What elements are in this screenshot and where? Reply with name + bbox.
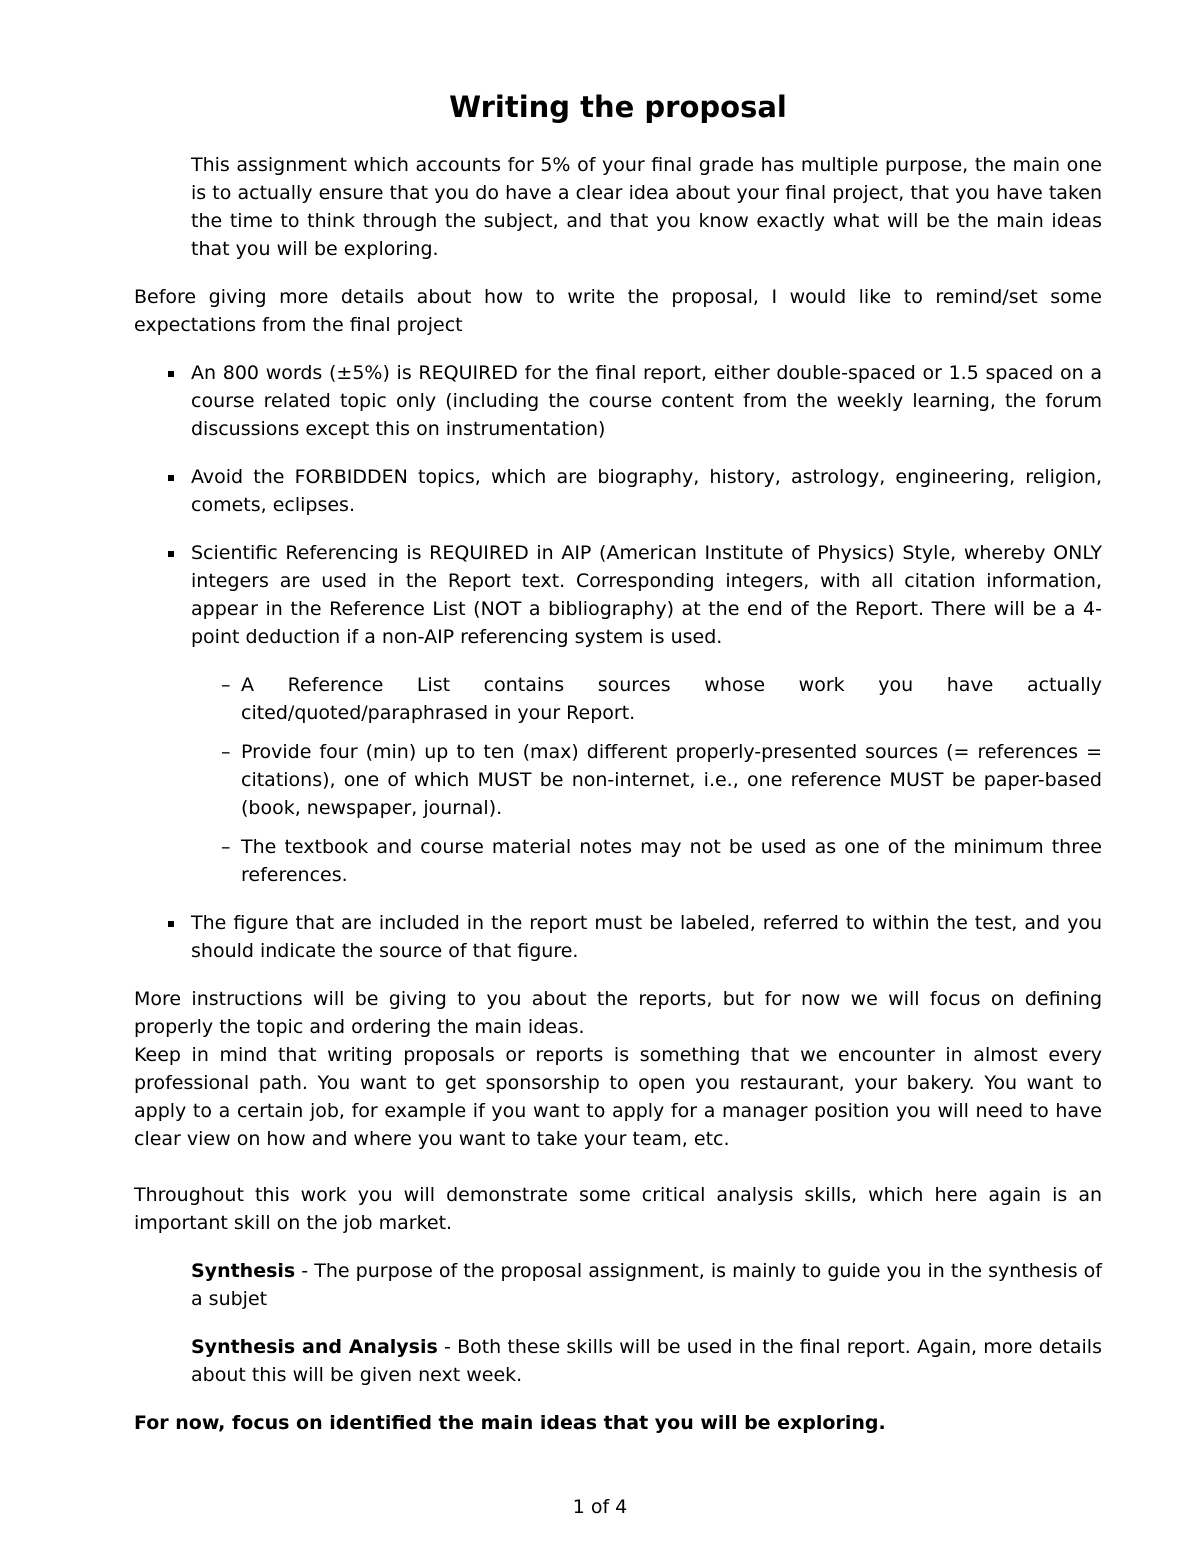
list-item-text: The figure that are included in the report must be labeled, referred to within the test, and you should indicate the source of that figure. <box>191 911 1102 962</box>
dash-icon: – <box>221 673 231 696</box>
bullet-icon <box>168 475 174 481</box>
list-item-text: An 800 words (±5%) is REQUIRED for the final report, either double-spaced or 1.5 spaced on a course related topic only (including the course content from the weekly learning, the forum discussions except this on instrumentation) <box>191 361 1102 440</box>
list-item <box>134 463 1102 519</box>
bullet-icon <box>168 551 174 557</box>
dash-icon: – <box>221 835 231 858</box>
analysis-definition <box>191 1333 1102 1389</box>
analysis-description: - Both these skills will be used in the final report. Again, more details about this will be given next week. <box>191 1335 1102 1386</box>
sub-list-item-text: The textbook and course material notes may not be used as one of the minimum three references. <box>241 835 1102 886</box>
expectations-paragraph: Before giving more details about how to write the proposal, I would like to remind/set some expectations from the final project <box>134 285 1102 336</box>
sub-list-item-text: A Reference List contains sources whose work you have actually cited/quoted/paraphrased in your Report. <box>241 673 1102 724</box>
sub-list-item <box>191 671 1102 727</box>
closing-statement: For now, focus on identified the main ideas that you will be exploring. <box>134 1411 886 1434</box>
list-item <box>134 359 1102 443</box>
synthesis-term: Synthesis <box>191 1259 296 1282</box>
sub-list-item-text: Provide four (min) up to ten (max) different properly-presented sources (= references = citations), one of which MUST be non-internet, i.e., one reference MUST be paper-based (book, newspaper, journal). <box>241 740 1102 819</box>
dash-icon: – <box>221 740 231 763</box>
critical-analysis-paragraph: Throughout this work you will demonstrate some critical analysis skills, which here again is an important skill on the job market. <box>134 1183 1102 1234</box>
reference-sublist <box>191 671 1102 889</box>
list-item-text: Scientific Referencing is REQUIRED in AIP (American Institute of Physics) Style, whereby ONLY integers are used in the Report text. Corresponding integers, with all citation information, appear in the Reference List (NOT a bibliography) at the end of the Report. There will be a 4-point deduction if a non-AIP referencing system is used. <box>191 541 1102 648</box>
analysis-term: Synthesis and Analysis <box>191 1335 438 1358</box>
list-item <box>134 909 1102 965</box>
list-item-text: Avoid the FORBIDDEN topics, which are biography, history, astrology, engineering, religion, comets, eclipses. <box>191 465 1102 516</box>
list-item <box>134 539 1102 889</box>
synthesis-definition <box>191 1257 1102 1313</box>
intro-paragraph: This assignment which accounts for 5% of your final grade has multiple purpose, the main one is to actually ensure that you do have a clear idea about your final project, that you have taken the time to think through the subject, and that you know exactly what will be the main ideas that you will be exploring. <box>191 153 1102 260</box>
sub-list-item <box>191 833 1102 889</box>
bullet-icon <box>168 371 174 377</box>
page-title: Writing the proposal <box>449 90 787 124</box>
synthesis-description: - The purpose of the proposal assignment, is mainly to guide you in the synthesis of a subjet <box>191 1259 1102 1310</box>
document-page <box>134 90 1102 1437</box>
sub-list-item <box>191 738 1102 822</box>
keep-in-mind-paragraph: Keep in mind that writing proposals or reports is something that we encounter in almost every professional path. You want to get sponsorship to open you restaurant, your bakery. You want to apply to a certain job, for example if you want to apply for a manager position you will need to have clear view on how and where you want to take your team, etc. <box>134 1043 1102 1150</box>
more-instructions-paragraph: More instructions will be giving to you about the reports, but for now we will focus on defining properly the topic and ordering the main ideas. <box>134 987 1102 1038</box>
expectations-list <box>134 359 1102 965</box>
page-number: 1 of 4 <box>572 1496 628 1518</box>
bullet-icon <box>168 921 174 927</box>
